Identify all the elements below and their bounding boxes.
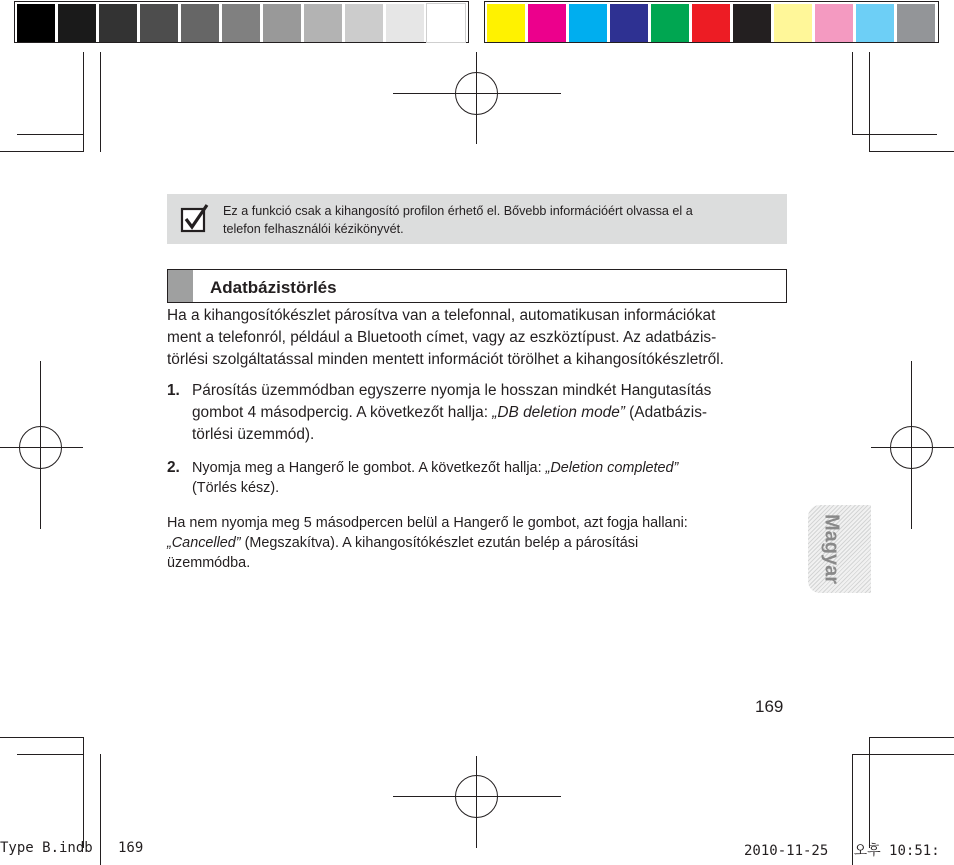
grayscale-swatch	[427, 4, 465, 42]
process-swatch	[651, 4, 689, 42]
grayscale-swatch	[386, 4, 424, 42]
note-box	[167, 194, 787, 244]
intro-line-2: ment a telefonról, például a Bluetooth címet, vagy az eszköztípust. Az adatbázis-	[167, 329, 717, 346]
step-2-quote: „Deletion completed”	[545, 460, 679, 476]
process-swatch	[815, 4, 853, 42]
process-swatch	[733, 4, 771, 42]
process-swatch	[897, 4, 935, 42]
step-2-line-2: (Törlés kész).	[192, 480, 280, 496]
grayscale-swatch	[222, 4, 260, 42]
page-number: 169	[755, 697, 784, 716]
slug-right: 2010-11-25 오후 10:51:	[744, 843, 940, 859]
process-swatch	[774, 4, 812, 42]
closing-line-3: üzemmódba.	[167, 555, 251, 571]
note-line-2: telefon felhasználói kézikönyvét.	[223, 222, 404, 236]
step-1-quote: „DB deletion mode”	[492, 404, 625, 421]
checkmark-icon	[180, 203, 210, 233]
step-text	[192, 380, 711, 446]
grayscale-swatch	[99, 4, 137, 42]
grayscale-swatch	[140, 4, 178, 42]
step-1-line-1: Párosítás üzemmódban egyszerre nyomja le hosszan mindkét Hangutasítás	[192, 382, 712, 399]
step-1-line-2-text: gombot 4 másodpercig. A következőt hallja:	[192, 404, 493, 421]
slug-left: Type B.indb 169	[0, 840, 144, 856]
step-1-line-2-tail: (Adatbázis-	[624, 404, 708, 421]
intro-line-3: törlési szolgáltatással minden mentett információt törölhet a kihangosítókészletről.	[167, 351, 724, 368]
grayscale-swatch	[263, 4, 301, 42]
grayscale-swatch	[345, 4, 383, 42]
process-swatch	[610, 4, 648, 42]
note-text	[223, 202, 775, 238]
step-text	[192, 458, 678, 498]
step-1-line-3: törlési üzemmód).	[192, 426, 315, 443]
intro-paragraph	[167, 305, 724, 371]
grayscale-swatch	[181, 4, 219, 42]
heading-marker	[168, 270, 193, 302]
closing-line-2-text: (Megszakítva). A kihangosítókészlet ezután belép a párosítási	[240, 535, 639, 551]
language-tab	[808, 505, 871, 593]
closing-line-1: Ha nem nyomja meg 5 másodpercen belül a Hangerő le gombot, azt fogja hallani:	[167, 515, 688, 531]
process-swatch	[528, 4, 566, 42]
step-number: 1.	[167, 382, 180, 399]
step-1-line-2	[192, 402, 711, 424]
step-number: 2.	[167, 459, 180, 476]
section-heading	[167, 269, 787, 303]
process-swatch	[856, 4, 894, 42]
cancelled-quote: „Cancelled”	[167, 535, 241, 551]
note-line-1: Ez a funkció csak a kihangosító profilon érhető el. Bővebb információért olvassa el a	[223, 204, 693, 218]
grayscale-swatch	[304, 4, 342, 42]
closing-line-2	[167, 533, 688, 553]
process-swatch	[487, 4, 525, 42]
step-2-line-1-text: Nyomja meg a Hangerő le gombot. A következőt hallja:	[192, 460, 546, 476]
intro-line-1: Ha a kihangosítókészlet párosítva van a telefonnal, automatikusan információkat	[167, 307, 716, 324]
grayscale-swatch	[17, 4, 55, 42]
grayscale-swatch	[58, 4, 96, 42]
process-swatch	[692, 4, 730, 42]
step-2-line-1	[192, 458, 678, 478]
section-title: Adatbázistörlés	[210, 278, 337, 297]
process-swatch	[569, 4, 607, 42]
closing-paragraph	[167, 513, 688, 573]
language-tab-label: Magyar	[820, 513, 843, 585]
